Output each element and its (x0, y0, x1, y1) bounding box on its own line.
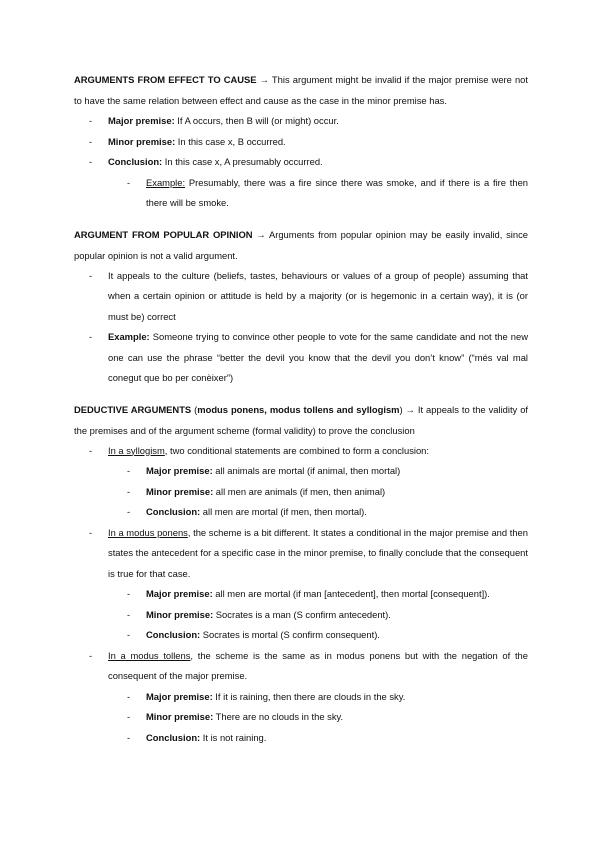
item-text: all animals are mortal (if animal, then mortal) (212, 465, 401, 476)
sub-list-item (74, 707, 528, 728)
heading-paren-close: ) (399, 403, 403, 415)
section-heading: ARGUMENT FROM POPULAR OPINION (74, 228, 253, 240)
item-label: Minor premise: (108, 135, 176, 147)
sub-list-item (74, 687, 528, 708)
dash-bullet: - (89, 526, 93, 538)
dash-bullet: - (89, 331, 93, 342)
item-text: Socrates is mortal (S confirm consequent). (200, 629, 380, 640)
sub-list-item (74, 728, 528, 749)
dash-bullet: - (127, 465, 131, 476)
deductive-paragraph (74, 399, 528, 441)
section-intro: → This argument might be invalid if the major premise were not to have the same relation between effect and cause as the case in the minor premise has. (74, 74, 528, 106)
item-text: If it is raining, then there are clouds in the sky. (212, 690, 406, 702)
example-label: Example: (146, 176, 186, 188)
sub-list-item (74, 461, 528, 482)
dash-bullet: - (127, 485, 131, 497)
section-heading: DEDUCTIVE ARGUMENTS (74, 403, 192, 415)
deductive-list (74, 441, 528, 749)
item-label: Conclusion: (146, 731, 201, 743)
item-label: Major premise: (146, 588, 213, 599)
heading-paren-bold: modus ponens, modus tollens and syllogism (197, 403, 400, 415)
sub-list-item (74, 625, 528, 646)
dash-bullet: - (89, 135, 93, 147)
example-item (74, 173, 528, 214)
item-text: Someone trying to convince other people to vote for the same candidate and not the new one can use the phrase “better the devil you know that the devil you don’t know” (“més val mal conegut que bo per conèixer”) (108, 331, 528, 383)
item-label: Major premise: (146, 690, 213, 702)
item-text: , two conditional statements are combined to form a conclusion: (164, 444, 429, 456)
dash-bullet: - (89, 444, 93, 456)
dash-bullet: - (89, 649, 93, 661)
section-gap (74, 389, 528, 399)
popular-opinion-list (74, 266, 528, 389)
item-label: Conclusion: (108, 156, 163, 167)
document-page (74, 69, 528, 748)
item-text: It is not raining. (200, 731, 267, 743)
item-label: Minor premise: (146, 711, 214, 722)
list-item (74, 327, 528, 389)
effect-cause-list (74, 111, 528, 214)
popular-opinion-paragraph (74, 224, 528, 266)
item-label: Conclusion: (146, 629, 201, 640)
dash-bullet: - (127, 588, 131, 599)
item-text: In this case x, A presumably occurred. (162, 156, 323, 167)
dash-bullet: - (89, 115, 93, 126)
dash-bullet: - (127, 629, 131, 640)
section-gap (74, 214, 528, 224)
list-item (74, 523, 528, 585)
sub-list-item (74, 605, 528, 626)
item-text: , the scheme is a bit different. It states a conditional in the major premise and then states the antecedent for a specific case in the minor premise, to finally conclude that the consequent is true for that case. (108, 526, 528, 579)
sub-list-item (74, 482, 528, 503)
item-text: all men are mortal (if men, then mortal). (200, 506, 367, 517)
effect-cause-paragraph (74, 69, 528, 111)
item-lead: In a modus ponens (108, 526, 188, 538)
example-text: Presumably, there was a fire since there was smoke, and if there is a fire then there will be smoke. (146, 176, 528, 208)
item-label: Minor premise: (146, 485, 214, 497)
list-item (74, 646, 528, 687)
list-item (74, 132, 528, 153)
item-label: Minor premise: (146, 608, 214, 620)
item-lead: In a modus tollens (108, 649, 191, 661)
sub-list-item (74, 584, 528, 605)
dash-bullet: - (89, 269, 93, 281)
list-item (74, 111, 528, 132)
dash-bullet: - (127, 506, 131, 517)
item-lead: In a syllogism (108, 444, 165, 456)
item-label: Major premise: (108, 115, 175, 126)
dash-bullet: - (127, 176, 131, 188)
item-text: There are no clouds in the sky. (213, 711, 344, 722)
section-intro: → Arguments from popular opinion may be easily invalid, since popular opinion is not a valid argument. (74, 228, 529, 261)
dash-bullet: - (127, 690, 131, 702)
item-label: Major premise: (146, 465, 213, 476)
dash-bullet: - (127, 608, 131, 620)
item-label: Conclusion: (146, 506, 201, 517)
list-item (74, 441, 528, 462)
item-text: all men are mortal (if man [antecedent], then mortal [consequent]). (212, 588, 490, 599)
item-text: Socrates is a man (S confirm antecedent). (213, 608, 391, 620)
heading-paren-open: ( (191, 403, 198, 415)
section-intro: → It appeals to the validity of the premises and of the argument scheme (formal validity) to prove the conclusion (74, 403, 529, 436)
item-text: , the scheme is the same as in modus ponens but with the negation of the consequent of the major premise. (108, 649, 528, 681)
section-heading: ARGUMENTS FROM EFFECT TO CAUSE (74, 74, 257, 85)
item-text: all men are animals (if men, then animal) (213, 485, 386, 497)
item-label: Example: (108, 331, 150, 342)
item-text: It appeals to the culture (beliefs, tastes, behaviours or values of a group of people) assuming that when a certain opinion or attitude is held by a majority (or is hegemonic in a certain way), it is (or must be) correct (108, 269, 528, 322)
dash-bullet: - (127, 711, 131, 722)
item-text: If A occurs, then B will (or might) occur. (174, 115, 339, 126)
dash-bullet: - (89, 156, 93, 167)
list-item (74, 152, 528, 173)
sub-list-item (74, 502, 528, 523)
dash-bullet: - (127, 731, 131, 743)
list-item (74, 266, 528, 328)
item-text: In this case x, B occurred. (175, 135, 286, 147)
